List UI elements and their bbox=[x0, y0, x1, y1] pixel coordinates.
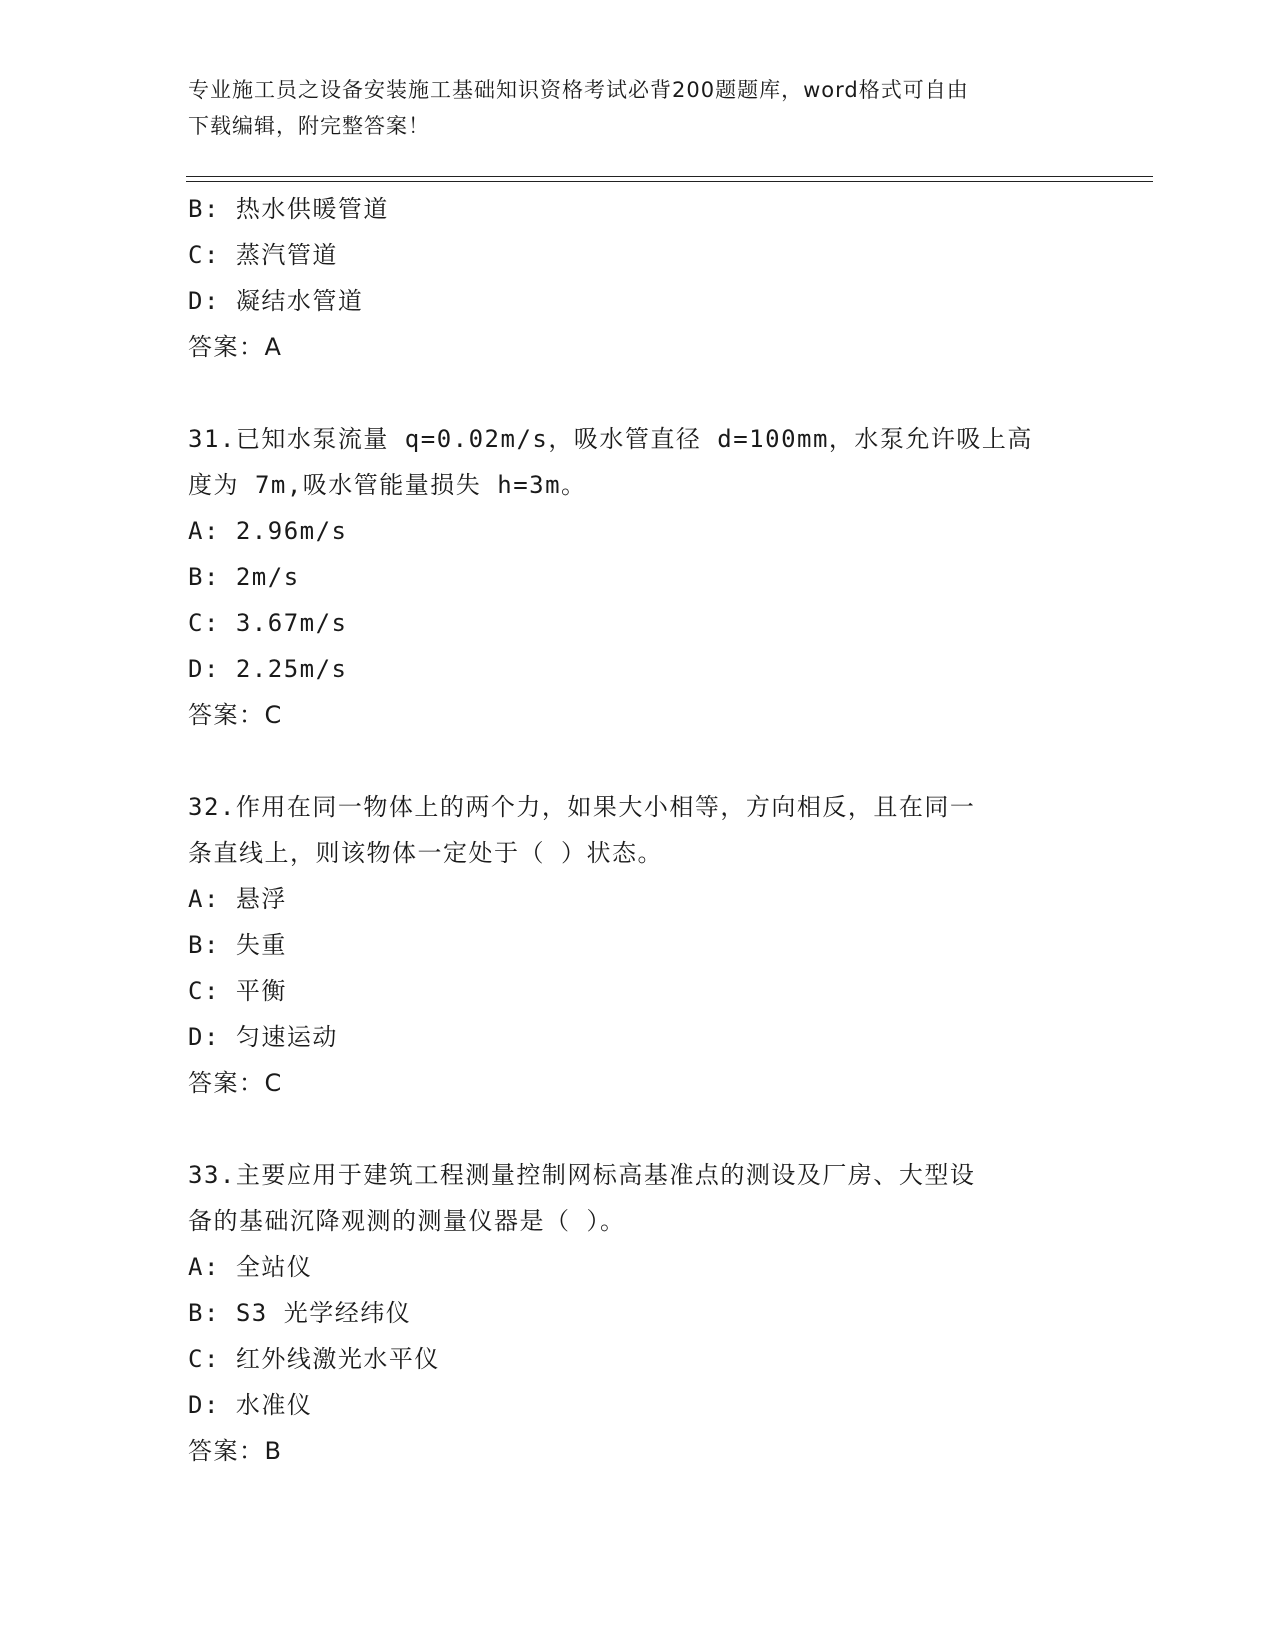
question-32 bbox=[188, 784, 1088, 1106]
answer-line: 答案：B bbox=[188, 1437, 283, 1465]
option-b: B: S3 光学经纬仪 bbox=[188, 1299, 412, 1327]
question-stem: 31.已知水泵流量 q=0.02m/s，吸水管直径 d=100mm，水泵允许吸上高 bbox=[188, 425, 1033, 453]
option-c: C: 3.67m/s bbox=[188, 609, 348, 637]
option-d: D: 匀速运动 bbox=[188, 1023, 338, 1051]
option-d: D: 凝结水管道 bbox=[188, 287, 364, 315]
document-body bbox=[188, 186, 1088, 1474]
header-line-2: 下载编辑，附完整答案！ bbox=[188, 114, 430, 138]
header-divider-bottom bbox=[186, 181, 1153, 182]
option-c: C: 平衡 bbox=[188, 977, 287, 1005]
option-b: B: 失重 bbox=[188, 931, 287, 959]
question-stem-continued: 条直线上，则该物体一定处于（ ）状态。 bbox=[188, 839, 663, 867]
option-a: A: 全站仪 bbox=[188, 1253, 313, 1281]
option-c: C: 蒸汽管道 bbox=[188, 241, 338, 269]
header-line-1: 专业施工员之设备安装施工基础知识资格考试必背200题题库，word格式可自由 bbox=[188, 78, 969, 102]
answer-line: 答案：C bbox=[188, 1069, 283, 1097]
question-stem-continued: 度为 7m,吸水管能量损失 h=3m。 bbox=[188, 471, 587, 499]
document-header bbox=[188, 72, 1088, 144]
question-stem: 33.主要应用于建筑工程测量控制网标高基准点的测设及厂房、大型设 bbox=[188, 1161, 976, 1189]
question-stem-continued: 备的基础沉降观测的测量仪器是（ ）。 bbox=[188, 1207, 626, 1235]
option-d: D: 水准仪 bbox=[188, 1391, 313, 1419]
question-stem: 32.作用在同一物体上的两个力，如果大小相等，方向相反，且在同一 bbox=[188, 793, 976, 821]
header-divider-top bbox=[186, 176, 1153, 177]
option-b: B: 2m/s bbox=[188, 563, 300, 591]
question-33 bbox=[188, 1152, 1088, 1474]
answer-line: 答案：C bbox=[188, 701, 283, 729]
option-d: D: 2.25m/s bbox=[188, 655, 348, 683]
option-c: C: 红外线激光水平仪 bbox=[188, 1345, 440, 1373]
continued-question bbox=[188, 186, 1088, 370]
answer-line: 答案：A bbox=[188, 333, 283, 361]
option-b: B: 热水供暖管道 bbox=[188, 195, 389, 223]
question-31 bbox=[188, 416, 1088, 738]
option-a: A: 悬浮 bbox=[188, 885, 287, 913]
option-a: A: 2.96m/s bbox=[188, 517, 348, 545]
